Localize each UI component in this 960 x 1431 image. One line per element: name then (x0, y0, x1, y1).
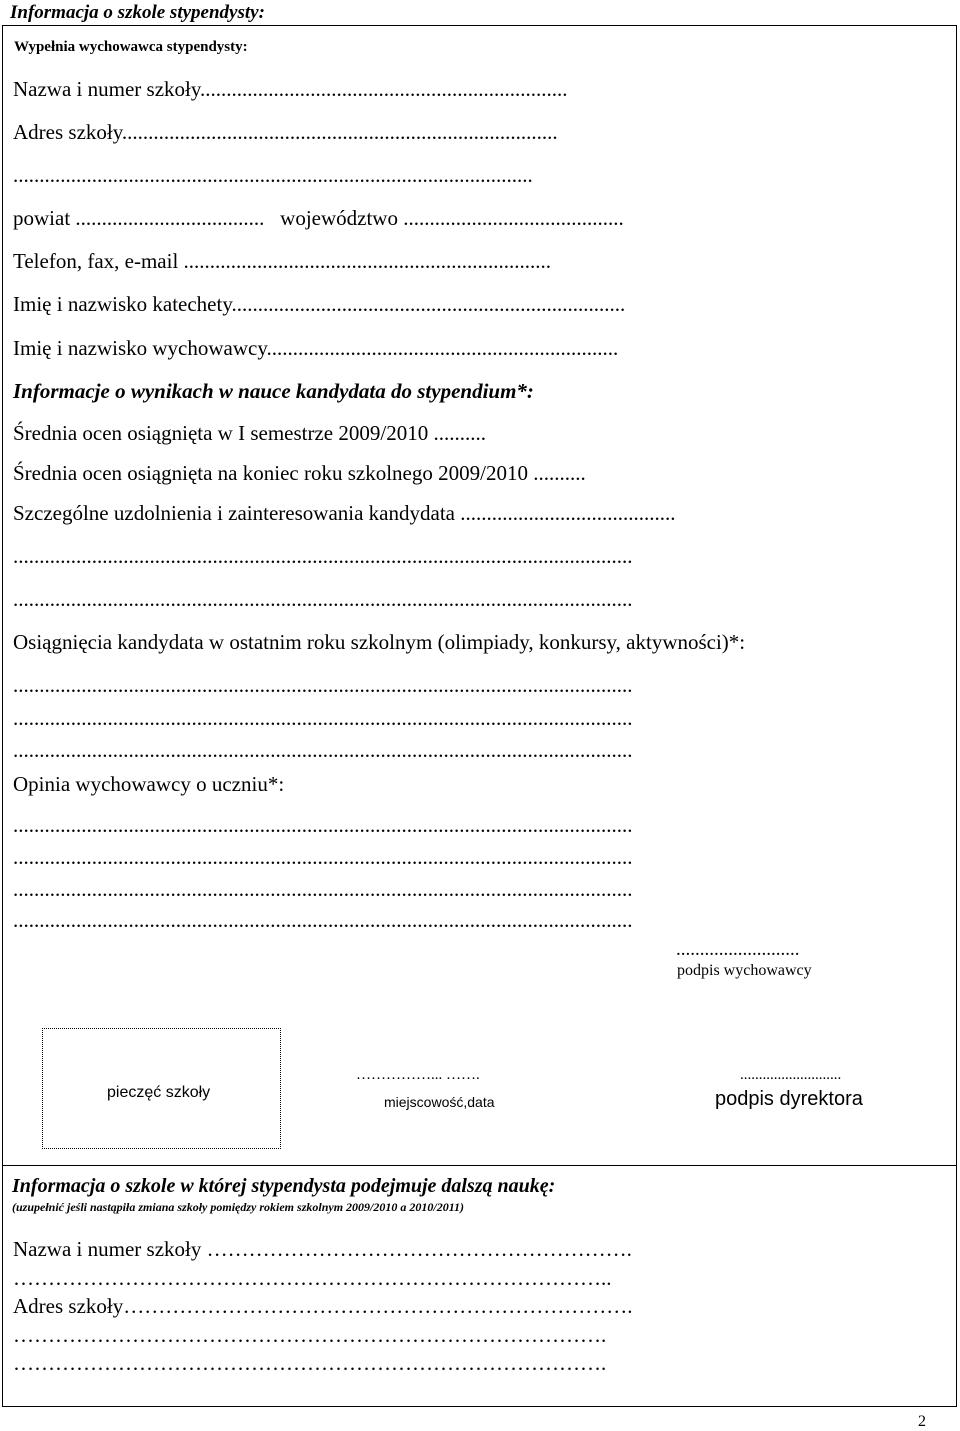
place-date-dots[interactable]: ……………... ……. (356, 1067, 480, 1083)
director-signature-label: podpis dyrektora (715, 1088, 863, 1110)
opinion-dots-line[interactable]: ...................................................................................................................... (13, 845, 633, 869)
achievements-dots-line[interactable]: ...................................................................................................................... (13, 706, 633, 730)
talents-dots-line[interactable]: ...................................................................................................................... (13, 587, 633, 611)
talents-dots-line[interactable]: ...................................................................................................................... (13, 544, 633, 568)
teacher-name-line[interactable]: Imię i nazwisko wychowawcy................................................................... (13, 336, 619, 360)
school-name-line[interactable]: Nazwa i numer szkoły...................................................................... (13, 77, 568, 101)
place-date-label: miejscowość,data (384, 1094, 495, 1110)
director-signature-dots[interactable]: ........................... (740, 1067, 842, 1083)
new-school-address-line[interactable]: Adres szkoły………………………………………………………………. (13, 1294, 633, 1318)
fill-note: Wypełnia wychowawca stypendysty: (14, 39, 248, 55)
results-heading: Informacje o wynikach w nauce kandydata do stypendium*: (13, 379, 534, 403)
grade-year-line[interactable]: Średnia ocen osiągnięta na koniec roku szkolnego 2009/2010 .......... (13, 461, 586, 485)
district-province-line[interactable]: powiat .................................... województwo .......................................... (13, 206, 624, 230)
achievements-label: Osiągnięcia kandydata w ostatnim roku szkolnym (olimpiady, konkursy, aktywności)*: (13, 630, 746, 654)
section-divider (2, 1165, 956, 1166)
opinion-label: Opinia wychowawcy o uczniu*: (13, 772, 285, 796)
teacher-signature-label: podpis wychowawcy (677, 962, 812, 979)
stamp-label: pieczęć szkoły (107, 1084, 211, 1101)
school-address-continuation[interactable]: ................................................................................................... (13, 163, 533, 187)
new-school-note: (uzupełnić jeśli nastąpiła zmiana szkoły pomiędzy rokiem szkolnym 2009/2010 a 2010/2011) (12, 1200, 465, 1214)
opinion-dots-line[interactable]: ...................................................................................................................... (13, 813, 633, 837)
achievements-dots-line[interactable]: ...................................................................................................................... (13, 738, 633, 762)
opinion-dots-line[interactable]: ...................................................................................................................... (13, 908, 633, 932)
new-school-dots-line[interactable]: ………………………………………………………………………….. (13, 1266, 612, 1290)
catechist-name-line[interactable]: Imię i nazwisko katechety........................................................................... (13, 292, 626, 316)
new-school-title: Informacja o szkole w której stypendysta podejmuje dalszą naukę: (12, 1175, 556, 1197)
new-school-dots-line[interactable]: …………………………………………………………………………. (13, 1351, 607, 1375)
achievements-dots-line[interactable]: ...................................................................................................................... (13, 673, 633, 697)
school-address-line[interactable]: Adres szkoły................................................................................... (13, 120, 558, 144)
contact-line[interactable]: Telefon, fax, e-mail ...................................................................... (13, 249, 552, 273)
new-school-name-line[interactable]: Nazwa i numer szkoły ……………………………………………………. (13, 1237, 632, 1261)
grade-semester-line[interactable]: Średnia ocen osiągnięta w I semestrze 2009/2010 .......... (13, 421, 486, 445)
new-school-dots-line[interactable]: …………………………………………………………………………. (13, 1323, 607, 1347)
teacher-signature-dots[interactable]: .......................... (676, 939, 800, 960)
page-title: Informacja o szkole stypendysty: (10, 2, 265, 23)
talents-label[interactable]: Szczególne uzdolnienia i zainteresowania kandydata ......................................... (13, 501, 676, 525)
opinion-dots-line[interactable]: ...................................................................................................................... (13, 877, 633, 901)
page-number: 2 (918, 1413, 926, 1430)
